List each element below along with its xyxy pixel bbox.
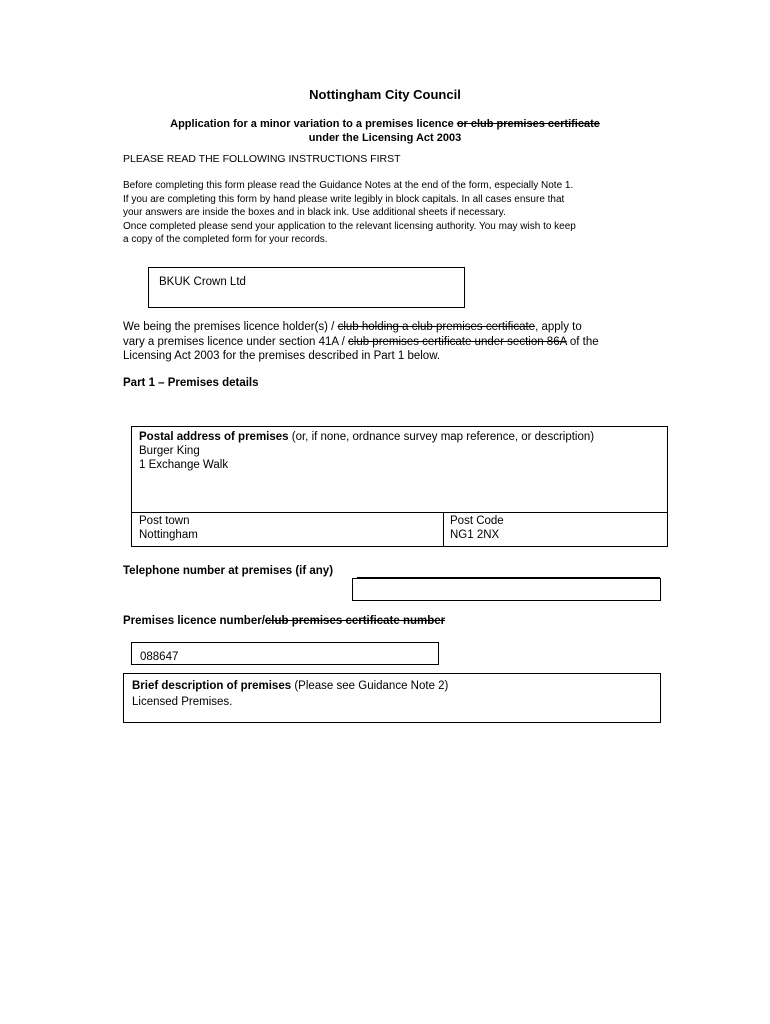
post-code-value: NG1 2NX <box>450 529 500 541</box>
instructions-text <box>123 179 683 247</box>
declaration-struck-text: club premises certificate under section 86A <box>348 335 567 348</box>
post-code-field[interactable] <box>450 514 504 542</box>
instruction-line: If you are completing this form by hand please write legibly in block capitals. In all cases ensure that <box>123 193 565 205</box>
description-label: Brief description of premises <box>132 680 292 692</box>
address-label: Postal address of premises <box>139 431 289 443</box>
licence-label-struck-text: club premises certificate number <box>264 615 446 627</box>
declaration-text: Licensing Act 2003 for the premises described in Part 1 below. <box>123 350 441 362</box>
telephone-label: Telephone number at premises (if any) <box>123 565 334 577</box>
instruction-line: a copy of the completed form for your records. <box>123 234 328 245</box>
licence-holder-value: BKUK Crown Ltd <box>159 276 246 288</box>
declaration-paragraph <box>123 320 599 364</box>
declaration-struck-text: club holding a club premises certificate <box>337 321 536 333</box>
post-town-field[interactable] <box>139 514 198 542</box>
description-label-note: (Please see Guidance Note 2) <box>291 680 449 692</box>
premises-description-field[interactable] <box>123 673 661 723</box>
address-line2: 1 Exchange Walk <box>139 459 229 471</box>
address-column-divider <box>443 512 444 546</box>
post-town-value: Nottingham <box>139 529 198 541</box>
address-label-note: (or, if none, ordnance survey map reference, or description) <box>288 431 595 443</box>
licence-number-label <box>123 615 445 627</box>
subtitle-struck-text: or club premises certificate <box>456 118 600 130</box>
part1-heading: Part 1 – Premises details <box>123 377 259 389</box>
subtitle-line2: under the Licensing Act 2003 <box>308 132 462 144</box>
declaration-text: , apply to <box>535 321 582 333</box>
licence-holder-field[interactable] <box>148 267 465 308</box>
premises-address-field[interactable] <box>139 430 594 472</box>
instruction-line: Before completing this form please read the Guidance Notes at the end of the form, especially Note 1. <box>123 180 574 191</box>
licence-number-field[interactable] <box>131 642 439 665</box>
post-town-label: Post town <box>139 515 190 527</box>
declaration-text: We being the premises licence holder(s) / <box>123 321 338 333</box>
licence-number-value: 088647 <box>140 651 179 663</box>
form-subtitle <box>0 117 770 145</box>
declaration-text: of the <box>566 335 599 348</box>
description-value: Licensed Premises. <box>132 696 233 708</box>
page-title: Nottingham City Council <box>309 87 461 102</box>
declaration-text: vary a premises licence under section 41A / <box>123 335 349 348</box>
address-line1: Burger King <box>139 445 200 457</box>
post-code-label: Post Code <box>450 515 504 527</box>
telephone-field[interactable] <box>352 578 661 601</box>
licence-label-text: Premises licence number/ <box>123 615 265 627</box>
instruction-line: your answers are inside the boxes and in black ink. Use additional sheets if necessary. <box>123 207 506 218</box>
instructions-heading: PLEASE READ THE FOLLOWING INSTRUCTIONS FIRST <box>123 153 401 165</box>
address-divider <box>132 512 667 513</box>
instruction-line: Once completed please send your application to the relevant licensing authority. You may wish to keep <box>123 220 576 232</box>
subtitle-text: Application for a minor variation to a premises licence <box>170 118 457 130</box>
premises-address-box <box>131 426 668 547</box>
